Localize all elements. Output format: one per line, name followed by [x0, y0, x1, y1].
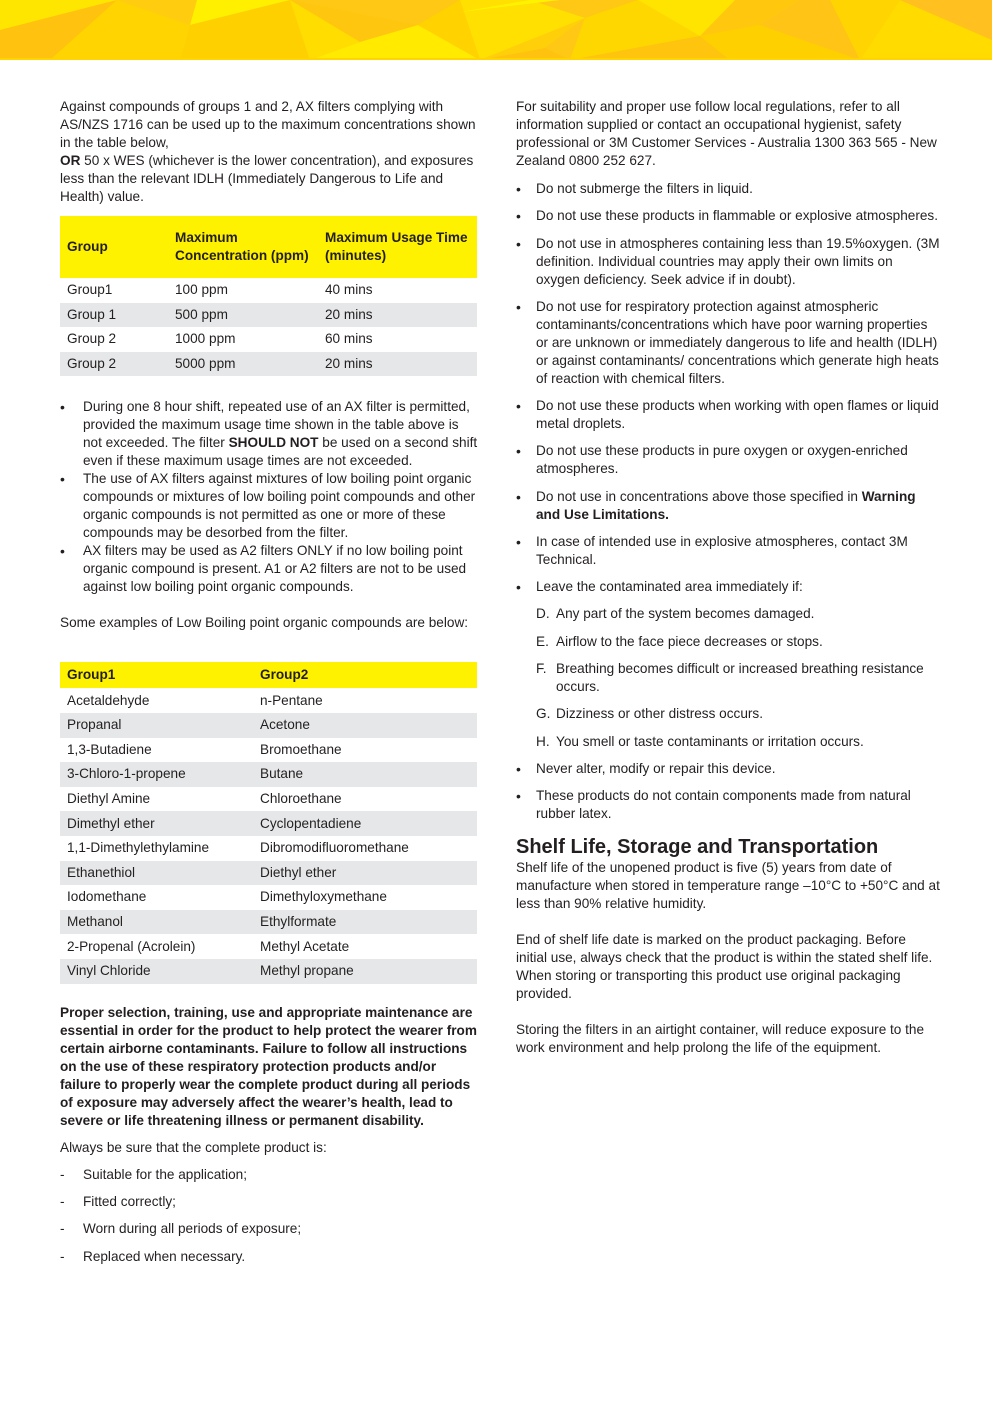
header-banner [0, 0, 992, 60]
header-max-concentration: Maximum Concentration (ppm) [168, 216, 318, 278]
list-item: G. Dizziness or other distress occurs. [536, 706, 763, 722]
table-header-row [60, 662, 477, 688]
header-group1: Group1 [60, 662, 253, 688]
warning-reference: Warning and Use Limitations. [536, 488, 916, 522]
list-item: • Do not use in concentrations above those specified in Warning and Use Limitations. [516, 488, 940, 524]
product-checklist [60, 1166, 480, 1266]
table-row: Group 2 5000 ppm 20 mins [60, 352, 477, 377]
list-item: - Worn during all periods of exposure; [60, 1220, 480, 1238]
shelf-date-paragraph: End of shelf life date is marked on the product packaging. Before initial use, always check that the product is within the stated shelf life. When storing or transporting this product use original packaging provided. [516, 932, 933, 1002]
list-item: • Leave the contaminated area immediately if: D. Any part of the system becomes damaged. E. Airflow to the face piece decreases or stops. F. Breathing becomes difficult or increased breathing resistance occurs. G. Dizziness or other distress occurs. H. You smell or taste contaminants or irritation occurs. [516, 578, 940, 750]
table-row: Acetaldehyde n-Pentane [67, 692, 323, 708]
or-emphasis: OR [60, 153, 81, 168]
low-boiling-intro: Some examples of Low Boiling point organic compounds are below: [60, 615, 469, 631]
list-item: H. You smell or taste contaminants or irritation occurs. [536, 733, 864, 749]
list-item: • These products do not contain components made from natural rubber latex. [516, 787, 940, 823]
table-row: 2-Propenal (Acrolein) Methyl Acetate [67, 938, 350, 954]
right-column [516, 98, 940, 1075]
shelf-life-section [516, 835, 940, 1057]
left-column [60, 98, 480, 1275]
list-item: • Do not use these products in flammable or explosive atmospheres. [516, 207, 940, 225]
leave-area-conditions [536, 605, 940, 750]
list-item: F. Breathing becomes difficult or increased breathing resistance occurs. [536, 660, 924, 694]
table-row: Group 1 500 ppm 20 mins [60, 303, 477, 328]
list-item: • Do not use these products in pure oxygen or oxygen-enriched atmospheres. [516, 442, 940, 478]
safety-warning: Proper selection, training, use and appropriate maintenance are essential in order for the product to help protect the wearer from certain airborne contaminants. Failure to follow all instructions on the use of these respiratory protection products and/or failure to properly wear the complete product during all periods of exposure may adversely affect the wearer’s health, lead to severe or life threatening illness or permanent disability. [60, 1004, 477, 1128]
list-item: • During one 8 hour shift, repeated use of an AX filter is permitted, provided the maximum usage time shown in the table above is not exceeded. The filter SHOULD NOT be used on a second shift even if these maximum usage times are not exceeded. [60, 398, 480, 470]
table-row: 1,1-Dimethylethylamine Dibromodifluoromethane [67, 840, 409, 856]
list-item: • AX filters may be used as A2 filters ONLY if no low boiling point organic compound is present. A1 or A2 filters are not to be used against low boiling point organic compounds. [60, 542, 480, 596]
ax-filter-notes [60, 398, 480, 596]
list-item: • Do not use these products when working with open flames or liquid metal droplets. [516, 397, 940, 433]
table-row: Iodomethane Dimethyloxymethane [67, 889, 387, 905]
low-boiling-compounds-table [60, 662, 477, 983]
list-item: • Never alter, modify or repair this device. [516, 760, 940, 778]
table-row: Propanal Acetone [60, 713, 477, 738]
list-item: • Do not submerge the filters in liquid. [516, 180, 940, 198]
table-row: Group1 100 ppm 40 mins [67, 282, 373, 298]
list-item: - Fitted correctly; [60, 1193, 480, 1211]
header-max-usage-time: Maximum Usage Time (minutes) [318, 216, 477, 278]
list-item: E. Airflow to the face piece decreases or stops. [536, 633, 823, 649]
shelf-life-paragraph: Shelf life of the unopened product is five (5) years from date of manufacture when stored in temperature range –10°C to +50°C and at less than 90% relative humidity. [516, 860, 940, 912]
storage-paragraph: Storing the filters in an airtight container, will reduce exposure to the work environment and help prolong the life of the equipment. [516, 1022, 925, 1056]
table-row: Diethyl Amine Chloroethane [67, 791, 342, 807]
section-title: Shelf Life, Storage and Transportation [516, 836, 879, 859]
table-row: Group 2 1000 ppm 60 mins [67, 331, 373, 347]
list-item: • The use of AX filters against mixtures of low boiling point organic compounds or mixtures of low boiling point compounds and other organic compounds is not permitted as one or more of these compounds may be desorbed from the filter. [60, 470, 480, 542]
header-group2: Group2 [253, 662, 477, 688]
list-item: - Replaced when necessary. [60, 1248, 480, 1266]
list-item: • Do not use for respiratory protection against atmospheric contaminants/concentrations which have poor warning properties or are unknown or immediately dangerous to life and health (IDLH) or against contaminants/ concentrations which generate high heats of reaction with chemical filters. [516, 298, 940, 388]
table-row: Methanol Ethylformate [60, 910, 477, 935]
ax-filter-intro: Against compounds of groups 1 and 2, AX filters complying with AS/NZS 1716 can be used up to the maximum concentrations shown in the table below, OR 50 x WES (whichever is the lower concentration), and exposures less than the relevant IDLH (Immediately Dangerous to Life and Health) value. [60, 99, 476, 204]
checklist-intro: Always be sure that the complete product is: [60, 1139, 327, 1155]
header-group: Group [60, 216, 168, 278]
list-item: • In case of intended use in explosive atmospheres, contact 3M Technical. [516, 533, 940, 569]
polygon-pattern-icon [0, 0, 992, 60]
table-header-row [60, 216, 477, 278]
regulations-intro: For suitability and proper use follow local regulations, refer to all information supplied or contact an occupational hygienist, safety professional or 3M Customer Services - Australia 1300 363 565 - New Zealand 0800 252 627. [516, 99, 937, 168]
table-row: 3-Chloro-1-propene Butane [60, 762, 477, 787]
table-row: 1,3-Butadiene Bromoethane [67, 741, 342, 757]
table-row: Dimethyl ether Cyclopentadiene [60, 811, 477, 836]
list-item: D. Any part of the system becomes damaged. [536, 606, 815, 622]
table-row: Ethanethiol Diethyl ether [60, 861, 477, 886]
table-row: Vinyl Chloride Methyl propane [60, 959, 477, 984]
list-item: • Do not use in atmospheres containing less than 19.5%oxygen. (3M definition. Individual countries may apply their own limits on oxygen deficiency. Seek advice if in doubt). [516, 235, 940, 289]
list-item: - Suitable for the application; [60, 1166, 480, 1184]
use-limitations-list [516, 180, 940, 823]
usage-limits-table [60, 216, 477, 376]
